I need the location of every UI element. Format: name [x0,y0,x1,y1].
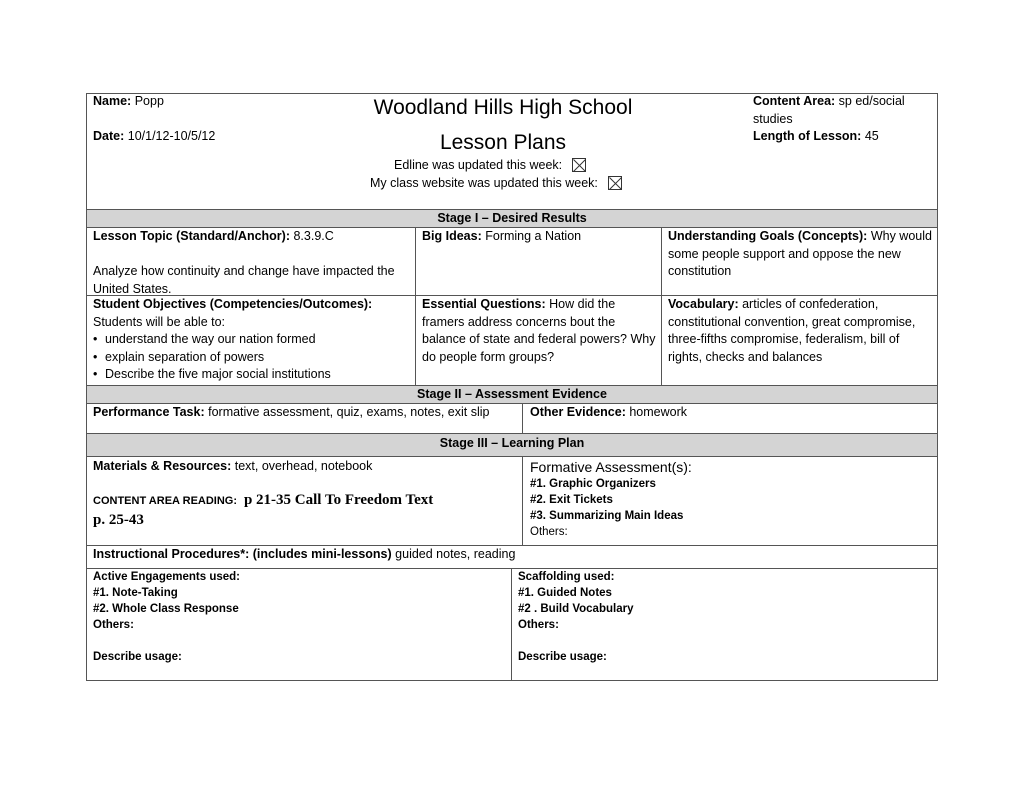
procedures-value: guided notes, reading [395,547,516,561]
length-label: Length of Lesson: [753,129,862,143]
understanding-goals-cell [668,228,934,281]
list-item: #2 . Build Vocabulary [518,603,634,615]
list-item: #1. Note-Taking [93,587,178,599]
column-divider [661,227,662,385]
essential-label: Essential Questions: [422,297,546,311]
list-item: #2. Exit Tickets [530,494,613,506]
instructional-procedures [93,546,933,564]
website-update [370,175,622,192]
vocabulary-cell [668,296,934,366]
divider [86,456,938,457]
big-ideas-cell [422,228,654,246]
formative-title: Formative Assessment(s): [530,459,692,475]
objectives-intro: Students will be able to: [93,314,226,329]
edline-checkbox[interactable] [572,158,586,172]
date-field [93,128,215,146]
other-evidence-cell [530,404,930,422]
essential-questions-cell [422,296,658,366]
list-item: #1. Graphic Organizers [530,478,656,490]
big-ideas-value: Forming a Nation [485,229,582,243]
performance-label: Performance Task: [93,405,205,419]
list-item: #2. Whole Class Response [93,603,239,615]
list-item: • Describe the five major social institutions [93,366,413,384]
content-area-value: sp ed/social studies [753,94,905,126]
date-label: Date: [93,129,125,143]
scaffold-others: Others: [518,619,559,631]
column-divider [522,403,523,433]
edline-update [394,157,586,174]
column-divider [511,568,512,680]
edline-label: Edline was updated this week: [394,158,563,172]
website-checkbox[interactable] [608,176,622,190]
materials-cell [93,458,518,476]
understanding-value: Why would some people support and oppose the new constitution [668,229,932,278]
reading-label: CONTENT AREA READING: [93,495,238,507]
materials-value: text, overhead, notebook [234,459,373,473]
performance-value: formative assessment, quiz, exams, notes, exit slip [208,405,490,419]
column-divider [415,227,416,385]
content-area-label: Content Area: [753,94,836,108]
stage1-header: Stage I – Desired Results [87,210,937,227]
stage2-header: Stage II – Assessment Evidence [87,386,937,403]
column-divider [522,456,523,545]
essential-value: How did the framers address concerns bout the balance of state and federal powers? Why do people form groups? [422,297,656,364]
stage3-header: Stage III – Learning Plan [87,434,937,456]
length-value: 45 [864,129,879,143]
active-engagements-cell [93,569,503,665]
reading-pages: p. 25-43 [93,512,144,528]
vocabulary-value: articles of confederation, constitutional convention, great compromise, three-fifths compromise, federalism, bill of rights, checks and balances [668,297,916,364]
materials-label: Materials & Resources: [93,459,232,473]
length-field [753,128,879,146]
date-value: 10/1/12-10/5/12 [127,129,216,143]
objectives-list [93,331,413,384]
list-item: #3. Summarizing Main Ideas [530,510,684,522]
list-item: • explain separation of powers [93,349,413,367]
list-item: • understand the way our nation formed [93,331,413,349]
school-title: Woodland Hills High School [373,96,633,119]
other-evidence-value: homework [629,405,688,419]
performance-task-cell [93,404,523,422]
lesson-topic-cell [93,228,408,298]
understanding-label: Understanding Goals (Concepts): [668,229,868,243]
content-area-field [753,93,933,128]
active-title: Active Engagements used: [93,571,240,583]
content-area-reading [93,491,518,530]
other-evidence-label: Other Evidence: [530,405,626,419]
vocabulary-label: Vocabulary: [668,297,739,311]
lesson-topic-text: Analyze how continuity and change have impacted the United States. [93,264,395,296]
big-ideas-label: Big Ideas: [422,229,482,243]
reading-value: p 21-35 Call To Freedom Text [243,492,434,508]
name-value: Popp [134,94,164,108]
objectives-label: Student Objectives (Competencies/Outcomes): [93,297,373,311]
name-label: Name: [93,94,132,108]
lesson-plans-title: Lesson Plans [439,131,567,154]
formative-others: Others: [530,526,568,538]
active-describe: Describe usage: [93,651,182,663]
lesson-topic-label: Lesson Topic (Standard/Anchor): [93,229,290,243]
student-objectives-cell [93,296,413,384]
scaffold-title: Scaffolding used: [518,571,615,583]
procedures-label: Instructional Procedures*: (includes mini-lessons) [93,547,392,561]
lesson-topic-value: 8.3.9.C [293,229,334,243]
formative-assessment-cell [530,458,930,540]
website-label: My class website was updated this week: [370,176,598,190]
active-others: Others: [93,619,134,631]
scaffolding-cell [518,569,928,665]
list-item: #1. Guided Notes [518,587,612,599]
scaffold-describe: Describe usage: [518,651,607,663]
name-field [93,93,164,111]
